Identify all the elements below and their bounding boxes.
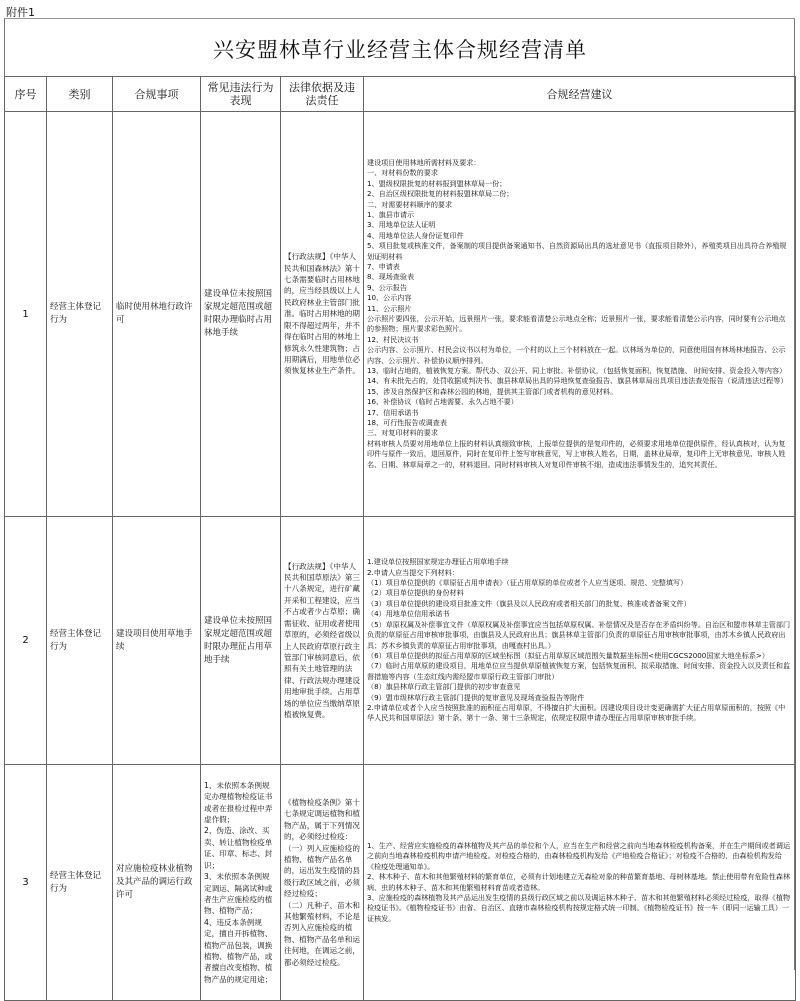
table-row [5, 517, 796, 765]
advice-line: （7）临时占用草原的建设项目，用地单位应当提供草原植被恢复方案，包括恢复面积、拟采取措施、时间安排、资金投入以及责任和监督措施等内容（生态红线内需经盟市草原行政主管部门审批） [367, 661, 791, 681]
advice-line: 4、用地单位法人身份证复印件 [367, 230, 464, 240]
advice-line: 三、对复印材料的要求 [367, 428, 438, 438]
row-behavior: 建设单位未按照国家规定超范围或超时限办理临时占用林地手续 [201, 112, 281, 517]
row-behavior: 建设单位未按照国家规定超范围或超时限办理征占用草地手续 [201, 517, 281, 765]
advice-line: 建设项目使用林地所需材料及要求： [367, 157, 481, 167]
table-row [5, 765, 796, 1001]
advice-line: 5、项目批复或核准文件，备案制的项目提供备案通知书、自然资源局出具的选址意见书（直报项目除外），养殖类项目出具符合养殖规划证明材料 [367, 241, 787, 261]
row-law [281, 517, 364, 765]
advice-line: （5）草原权属及补偿事宜文件（草原权属及补偿事宜应当包括草原权属、补偿情况及是否存在矛盾纠纷等。自治区和盟市林草主管部门负责的草原征占用审核审批事项，由旗县及人民政府出具；旗县林草主管部门负责的草原征占用审核审批事项，由苏木乡镇人民政府出具；苏木乡镇负责的草原征占用审批事项，由嘎查村出具。） [367, 619, 791, 650]
row-item: 临时使用林地行政许可 [113, 112, 201, 517]
advice-line: 2、林木种子、苗木和其他繁殖材料的繁育单位，必须有计划地建立无森检对象的种苗繁育基地、母树林基地。禁止使用带有危险性森林病、虫的林木种子、苗木和其他繁殖材料育苗或者造林。 [367, 872, 791, 892]
row-number: 3 [5, 765, 47, 1001]
advice-line: （3）项目单位提供的建设项目批准文件（旗县及以人民政府或者相关部门的批复、核准或者备案文件） [367, 598, 691, 608]
advice-line: 2.申请人应当提交下列材料： [367, 567, 459, 577]
row-law-text: 【行政法规】《中华人民共和国森林法》第十七条需要临时占用林地的，应当经县级以上人民政府林业主管部门批准。临时占用林地的期限不得超过两年，并不得在临时占用的林地上修筑永久性建筑物；占用期满后，用地单位必须恢复林业生产条件。 [284, 252, 360, 376]
attachment-label: 附件1 [6, 6, 35, 19]
advice-line: 材料审核人员要对用地单位上报的材料认真细致审核，上报单位提供的是复印件的，必须要求用地单位提供原件，经认真核对，认为复印件与原件一致后，退回原件，同时在复印件上签写审核意见，写上审核人姓名，日期，盖林业局章，复印件上无审核意见、审核人姓名、日期、林草局章之一的，材料退回。同时材料审核人对复印件审核不细，造成违法事情发生的，追究其责任。 [367, 438, 786, 469]
header-no: 序号 [5, 77, 47, 112]
row-law-text: 【行政法规】《中华人民共和国草原法》第三十八条规定，进行矿藏开采和工程建设，应当不占或者少占草原；确需征收、征用或者使用草原的，必须经省级以上人民政府草原行政主管部门审核同意后，依照有关土地管理的法律、行政法规办理建设用地审批手续。占用草场的单位应当缴纳草原植被恢复费。 [284, 561, 360, 719]
advice-line: 2.申请单位或者个人应当按照批准的面积征占用草原，不得擅自扩大面积。因建设项目设计变更确需扩大征占用草原面积的，按照《中华人民共和国草原法》第十条、第十一条、第十三条规定，依规定权限申请办理征占用草原审核审批手续。 [367, 702, 786, 723]
advice-line: 14、有未批先占的，处罚收据或判决书、旗县林草局出具的异地恢复查验报告、旗县林草局出具项目违法查处报告（说清违法过程等） [367, 376, 788, 386]
advice-line: 11、公示照片 [367, 303, 412, 313]
advice-line: 公示照片要四张，公示开始，远景照片一张，要求能看清楚公示地点全称；近景照片一张，要求能看清楚公示内容，同时要有公示地点的参照物；照片要求彩色照片。 [367, 314, 786, 334]
document-title: 兴安盟林草行业经营主体合规经营清单 [213, 38, 587, 62]
row-advice [364, 765, 796, 1001]
advice-line: 2、自治区级权限批复的材料报盟林草局二份； [367, 189, 514, 199]
table-row [5, 112, 796, 517]
advice-line: 8、现场查验表 [367, 272, 415, 282]
row-number: 1 [5, 112, 47, 517]
advice-line: （6）项目单位提供的拟征占用草原的区域坐标图（拟征占用草原区域范围矢量数据坐标图<使用CGCS2000国家大地坐标系>） [367, 650, 769, 660]
advice-line: （8）旗县林草行政主管部门提供的初步审查意见 [367, 682, 521, 692]
row-category: 经营主体登记行为 [47, 112, 113, 517]
advice-line: 7、申请表 [367, 261, 400, 271]
advice-line: 17、信用承诺书 [367, 407, 419, 417]
advice-line: 1、旗县市请示 [367, 209, 415, 219]
advice-line: （4）用地单位信用承诺书 [367, 609, 450, 619]
row-category: 经营主体登记行为 [47, 517, 113, 765]
advice-line: 公示内容、公示照片、村民会议书以村为单位，一个村的以上三个材料放在一起。以林场为单位的，同意使用国有林场林地报告、公示内容、公示照片、补偿协议顺序排列。 [367, 345, 786, 365]
row-law [281, 112, 364, 517]
advice-line: 1、盟级权限批复的材料报到盟林草局一份； [367, 178, 507, 188]
advice-line: 12、村民决议书 [367, 334, 419, 344]
advice-line: 1、生产、经营应实施检疫的森林植物及其产品的单位和个人，应当在生产和经营之前向当地森林检疫机构备案，并在生产期间或者调运之前向当地森林检疫机构申请产地检疫。对检疫合格的，由森林检疫机构发给《产地检疫合格证》；对检疫不合格的，由森检机构发给《检疫处理通知单》。 [367, 840, 791, 871]
row-behavior: 1、未依照本条例规定办理植物检疫证书或者在报检过程中弄虚作假； 2、伪造、涂改、买卖、转让植物检疫单证、印章、标志、封识； 3、未依照本条例规定调运、隔离试种或者生产应施检疫的植物、植物产品； 4、违反本条例规定，擅自开拆植物、植物产品包装，调换植物、植物产品，或者擅自改变植物、植物产品的规定用途； [201, 765, 281, 1001]
row-law: 《植物检疫条例》第十七条规定调运植物和植物产品，属于下列情况的，必须经过检疫： （一）列入应施检疫的植物、植物产品名单的，运出发生疫情的县级行政区域之前，必须经过检疫； （二）凡种子、苗木和其他繁殖材料，不论是否列入应施检疫的植物、植物产品名单和运往何地，在调运之前，都必须经过检疫。 [281, 765, 364, 1001]
header-category: 类别 [47, 77, 113, 112]
advice-line: 一、对材料份数的要求 [367, 168, 438, 178]
header-law: 法律依据及违法责任 [281, 77, 364, 112]
table-header-row [5, 77, 796, 112]
advice-line: 10、公示内容 [367, 293, 412, 303]
advice-line: 13、临时占地的，植被恢复方案。帮代办、双公开、同上审批、补偿协议，（包括恢复面积、恢复措施、 时间安排、资金投入等内容） [367, 366, 787, 376]
row-advice [364, 112, 796, 517]
advice-line: 二、对需要材料顺序的要求 [367, 199, 453, 209]
advice-line: （2）项目单位提供的身份材料 [367, 588, 464, 598]
advice-line: 18、可行性报告或调查表 [367, 418, 447, 428]
header-behavior: 常见违法行为表现 [201, 77, 281, 112]
row-category: 经营主体登记行为 [47, 765, 113, 1001]
advice-line: 15、涉及自然保护区和森林公园的林地，提供其主管部门或者机构的意见材料。 [367, 386, 618, 396]
compliance-table [4, 76, 796, 1001]
advice-line: 16、补偿协议（临时占地需要、永久占地不要） [367, 397, 518, 407]
advice-line: （9）盟市级林草行政主管部门提供的复审意见及现场查验报告等附件 [367, 692, 585, 702]
row-number: 2 [5, 517, 47, 765]
header-item: 合规事项 [113, 77, 201, 112]
advice-line: 3、应施检疫的森林植物及其产品运出发生疫情的县级行政区域之前以及调运林木种子、苗木和其他繁殖材料必须经过检疫，取得《植物检疫证书》。《植物检疫证书》由省、自治区、直辖市森林检疫机构按规定格式统一印制。《植物检疫证书》按一车（即同一运输工具）一证核发。 [367, 892, 791, 923]
row-item: 对应施检疫林业植物及其产品的调运行政许可 [113, 765, 201, 1001]
advice-line: （1）项目单位提供的《草原征占用申请表》（征占用草原的单位或者个人应当逐项、规范、完整填写） [367, 578, 688, 588]
advice-line: 3、用地单位法人证明 [367, 220, 436, 230]
header-advice: 合规经营建议 [364, 77, 796, 112]
advice-line: 9、公示报告 [367, 282, 407, 292]
row-advice [364, 517, 796, 765]
row-item: 建设项目使用草地手续 [113, 517, 201, 765]
advice-line: 1.建设单位按照国家规定办理征占用草地手续 [367, 557, 509, 567]
